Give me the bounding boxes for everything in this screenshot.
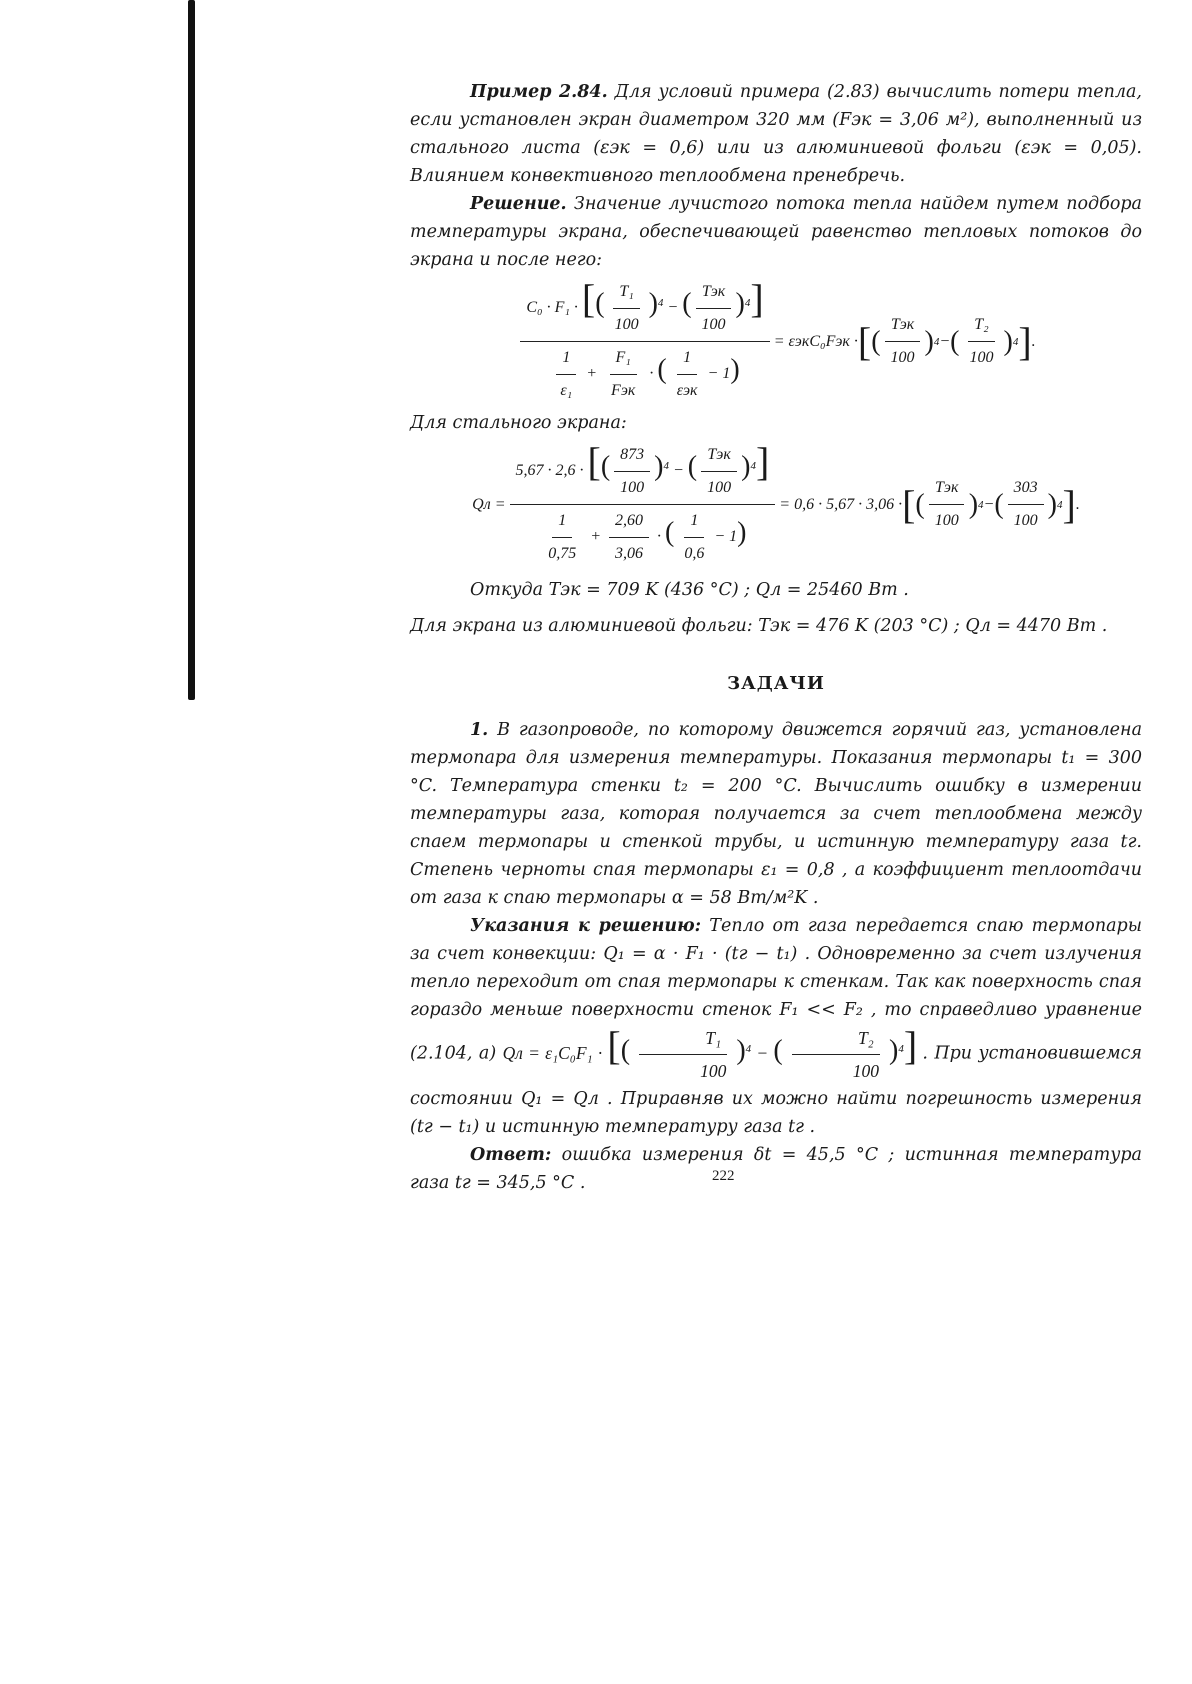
answer-text: ошибка измерения δt = 45,5 °C ; истинная температура газа tг = 345,5 °C .	[410, 1145, 1142, 1193]
hints-paragraph	[410, 912, 1142, 1141]
task-1-paragraph	[410, 716, 1142, 912]
result-aluminium: Для экрана из алюминиевой фольги: Tэк = 476 K (203 °C) ; Qл = 4470 Вт .	[410, 616, 1108, 636]
hints-t1: T₁	[639, 1024, 727, 1055]
f2-one-b: 1	[684, 507, 704, 538]
f1-one: 1	[556, 344, 576, 375]
solution-text: Значение лучистого потока тепла найдем путем подбора температуры экрана, обеспечивающей равенство тепловых потоков до экрана и после него:	[410, 194, 1142, 270]
f2-one: 1	[552, 507, 572, 538]
steel-label: Для стального экрана:	[410, 413, 627, 433]
f1-rhs-t2: T₂	[968, 311, 994, 342]
hints-den-b: 100	[852, 1061, 879, 1081]
formula-radiation-balance: C₀ · F₁ · [( $\frac{\text{T₁}}{100}$ )$^4$ − ( $\frac{\text{Tэк}}{100}$ )$^4$] $\frac{1}{\text{ε₁}}$ + $\frac{\text{F₁}}{\text{Fэк}}$ · ( $\frac{1}{\text{εэк}}$ − 1) = εэкC₀Fэк · [ ( $\frac{\text{Tэк}}{100}$ ) 4 − ( $\frac{\text{T₂}}{100}$ ) 4 ] .	[410, 278, 1142, 405]
f2-rhs-tek: Tэк	[929, 474, 964, 505]
formula-steel-screen: Qл = 5,67 · 2,6 · [( $\frac{873}{100}$ )$^4$ − ( $\frac{\text{Tэк}}{100}$ )$^4$] $\frac{1}{0,75}$ + $\frac{2,60}{3,06}$ · ( $\frac{1}{0,6}$ − 1) = 0,6 · 5,67 · 3,06 · [ ( $\frac{\text{Tэк}}{100}$ ) 4 − ( $\frac{303}{100}$ ) 4 ] .	[410, 441, 1142, 568]
page-binding-edge	[188, 0, 195, 700]
f1-t1: T₁	[613, 278, 639, 309]
f1-rhs-coef: = εэкC₀Fэк ·	[773, 332, 858, 350]
solution-label: Решение.	[470, 194, 567, 214]
section-heading: ЗАДАЧИ	[727, 673, 825, 694]
f2-den-a: 100	[620, 479, 645, 496]
f1-tek: Tэк	[696, 278, 731, 309]
example-text: Для условий примера (2.83) вычислить потери тепла, если установлен экран диаметром 320 мм (Fэк = 3,06 м²), выполненный из стального листа (εэк = 0,6) или из алюминиевой фольги (εэк = 0,05). Влиянием конвективного теплообмена пренебречь.	[410, 82, 1142, 186]
hints-text-2: . При установившемся состоянии Q₁ = Qл . Приравняв их можно найти погрешность измерения (tг − t₁) и истинную температуру газа tг .	[410, 1043, 1142, 1137]
f2-rhs-den-a: 100	[934, 512, 959, 529]
f2-minus-one: − 1	[714, 528, 738, 546]
hints-text-1: Тепло от газа передается спаю термопары за счет конвекции: Q₁ = α · F₁ · (tг − t₁) . Одновременно за счет излучения тепло переходит от спая термопары к стенкам. Так как поверхность спая гораздо меньше поверхности стенок F₁ << F₂ , то справедливо уравнение (2.104, а)	[410, 916, 1142, 1064]
result-steel: Откуда Tэк = 709 K (436 °C) ; Qл = 25460 Вт .	[470, 580, 909, 600]
f1-fek: Fэк	[611, 382, 636, 399]
f1-minus-one: − 1	[707, 365, 731, 383]
f2-260: 2,60	[609, 507, 649, 538]
f1-coef: C₀ · F₁ ·	[526, 299, 578, 317]
task-1-label: 1.	[470, 720, 489, 740]
hints-t2: T₂	[792, 1024, 880, 1055]
answer-paragraph	[410, 1141, 1142, 1197]
f2-rhs-den-b: 100	[1013, 512, 1038, 529]
hints-formula-lhs: Qл = ε₁C₀F₁ ·	[502, 1042, 603, 1063]
f1-rhs-tek: Tэк	[885, 311, 920, 342]
f1-end: .	[1031, 332, 1036, 350]
f2-den-b: 100	[707, 479, 732, 496]
hints-label: Указания к решению:	[470, 916, 702, 936]
page-number: 222	[712, 1168, 735, 1184]
f2-873: 873	[614, 441, 650, 472]
f1-den-a: 100	[614, 316, 639, 333]
example-label: Пример 2.84.	[470, 82, 608, 102]
f2-end: .	[1075, 495, 1080, 513]
f2-303: 303	[1008, 474, 1044, 505]
task-1-text: В газопроводе, по которому движется горячий газ, установлена термопара для измерения температуры. Показания термопары t₁ = 300 °C. Температура стенки t₂ = 200 °C. Вычислить ошибку в измерении температуры газа, которая получается за счет теплообмена между спаем термопары и стенкой трубы, и истинную температуру газа tг. Степень черноты спая термопары ε₁ = 0,8 , а коэффициент теплоотдачи от газа к спаю термопары α = 58 Вт/м²K .	[410, 720, 1142, 908]
f2-lhs: Qл =	[472, 495, 506, 513]
solution-paragraph	[410, 190, 1142, 274]
f1-den-b: 100	[701, 316, 726, 333]
f1-rhs-den-b: 100	[969, 349, 994, 366]
hints-den-a: 100	[700, 1061, 727, 1081]
hints-formula: Qл = ε₁C₀F₁ · [( $\frac{\text{T₁}}{100}$ )$^4$ − ( $\frac{\text{T₂}}{100}$ )$^4$]	[503, 1043, 923, 1063]
f1-one-b: 1	[677, 344, 697, 375]
f2-06: 0,6	[684, 545, 705, 562]
f2-coef: 5,67 · 2,6 ·	[515, 462, 584, 480]
f1-rhs-den-a: 100	[890, 349, 915, 366]
f2-075: 0,75	[548, 545, 577, 562]
f2-306: 3,06	[615, 545, 644, 562]
f1-f1: F₁	[610, 344, 637, 375]
f2-tek: Tэк	[701, 441, 736, 472]
example-paragraph	[410, 78, 1142, 190]
f1-epsek: εэк	[676, 382, 698, 399]
f2-rhs: = 0,6 · 5,67 · 3,06 ·	[779, 495, 903, 513]
f1-eps1: ε₁	[560, 382, 573, 399]
page-content	[410, 78, 1142, 1197]
answer-label: Ответ:	[470, 1145, 552, 1165]
